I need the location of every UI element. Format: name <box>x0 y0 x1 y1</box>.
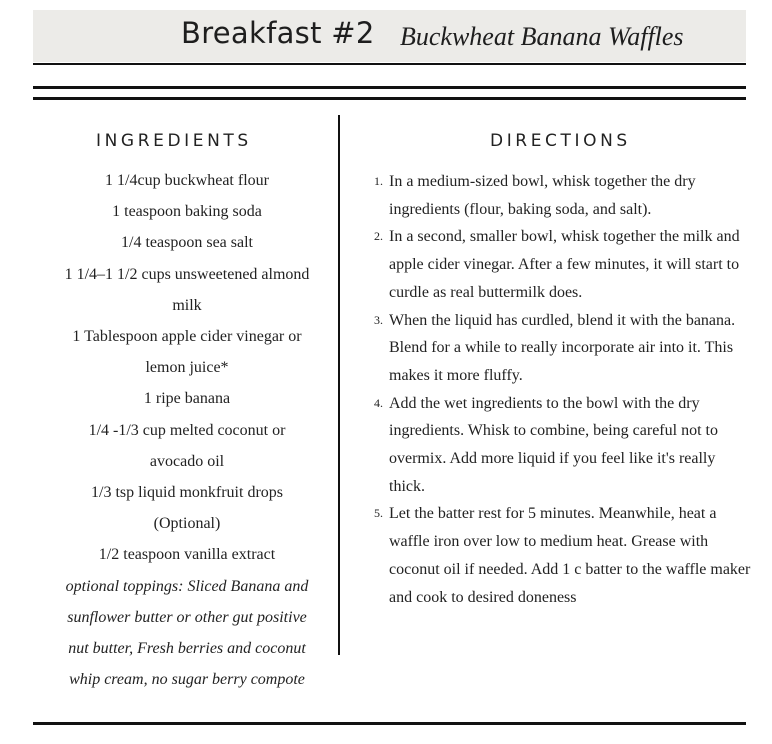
column-divider <box>338 115 340 655</box>
ingredient-line: milk <box>172 296 202 314</box>
step-number: 2. <box>374 229 383 244</box>
step-text: Add the wet ingredients to the bowl with the dry ingredients. Whisk to combine, being careful not to overmix. Add more liquid if you feel like it's really thick. <box>389 394 718 495</box>
toppings-line: whip cream, no sugar berry compote <box>69 671 305 689</box>
ingredient-line: 1 1/4cup buckwheat flour <box>105 172 269 189</box>
ingredient-line: 1 teaspoon baking soda <box>112 203 262 221</box>
step-number: 5. <box>374 506 383 521</box>
toppings-line: nut butter, Fresh berries and coconut <box>68 640 306 658</box>
header-rule <box>33 63 746 65</box>
ingredient-line: 1/4 teaspoon sea salt <box>121 234 253 252</box>
ingredient-line: 1/4 -1/3 cup melted coconut or <box>88 421 286 439</box>
ingredient-line: 1 1/4–1 1/2 cups unsweetened almond <box>64 265 310 283</box>
ingredient-line: 1 ripe banana <box>143 390 231 408</box>
ingredient-line: 1/2 teaspoon vanilla extract <box>98 546 276 564</box>
toppings-line: sunflower butter or other gut positive <box>67 608 307 626</box>
step-text: In a second, smaller bowl, whisk together the milk and apple cider vinegar. After a few minutes, it will start to curdle as real buttermilk does. <box>389 228 740 301</box>
ingredient-line: 1/3 tsp liquid monkfruit drops <box>91 484 283 502</box>
double-rule-top <box>33 86 746 89</box>
toppings-line: optional toppings: Sliced Banana and <box>65 577 309 595</box>
step-text: Let the batter rest for 5 minutes. Meanwhile, heat a waffle iron over low to medium heat. Grease with coconut oil if needed. Add 1 c batter to the waffle maker and cook to desired doneness <box>389 505 751 606</box>
direction-step <box>374 223 754 306</box>
ingredients-list <box>40 165 334 695</box>
ingredient-line: avocado oil <box>149 452 225 470</box>
footer-rule <box>33 722 746 725</box>
step-text: When the liquid has curdled, blend it with the banana. Blend for a while to really incorporate air into it. This makes it more fluffy. <box>389 311 736 384</box>
ingredient-line: lemon juice* <box>145 359 229 377</box>
step-text: In a medium-sized bowl, whisk together the dry ingredients (flour, baking soda, and salt). <box>389 173 696 218</box>
directions-heading: DIRECTIONS <box>490 131 631 151</box>
step-number: 1. <box>374 174 383 188</box>
ingredients-heading: INGREDIENTS <box>96 131 252 151</box>
step-number: 4. <box>374 395 383 410</box>
page-title: Breakfast #2 <box>181 16 375 50</box>
step-number: 3. <box>374 312 383 327</box>
ingredient-line: 1 Tablespoon apple cider vinegar or <box>72 328 302 346</box>
direction-step <box>374 390 754 501</box>
direction-step <box>374 168 754 223</box>
direction-step <box>374 307 754 390</box>
directions-list <box>374 168 754 611</box>
recipe-subtitle: Buckwheat Banana Waffles <box>400 22 684 51</box>
direction-step <box>374 500 754 611</box>
double-rule-bottom <box>33 97 746 100</box>
ingredient-line: (Optional) <box>153 515 221 533</box>
